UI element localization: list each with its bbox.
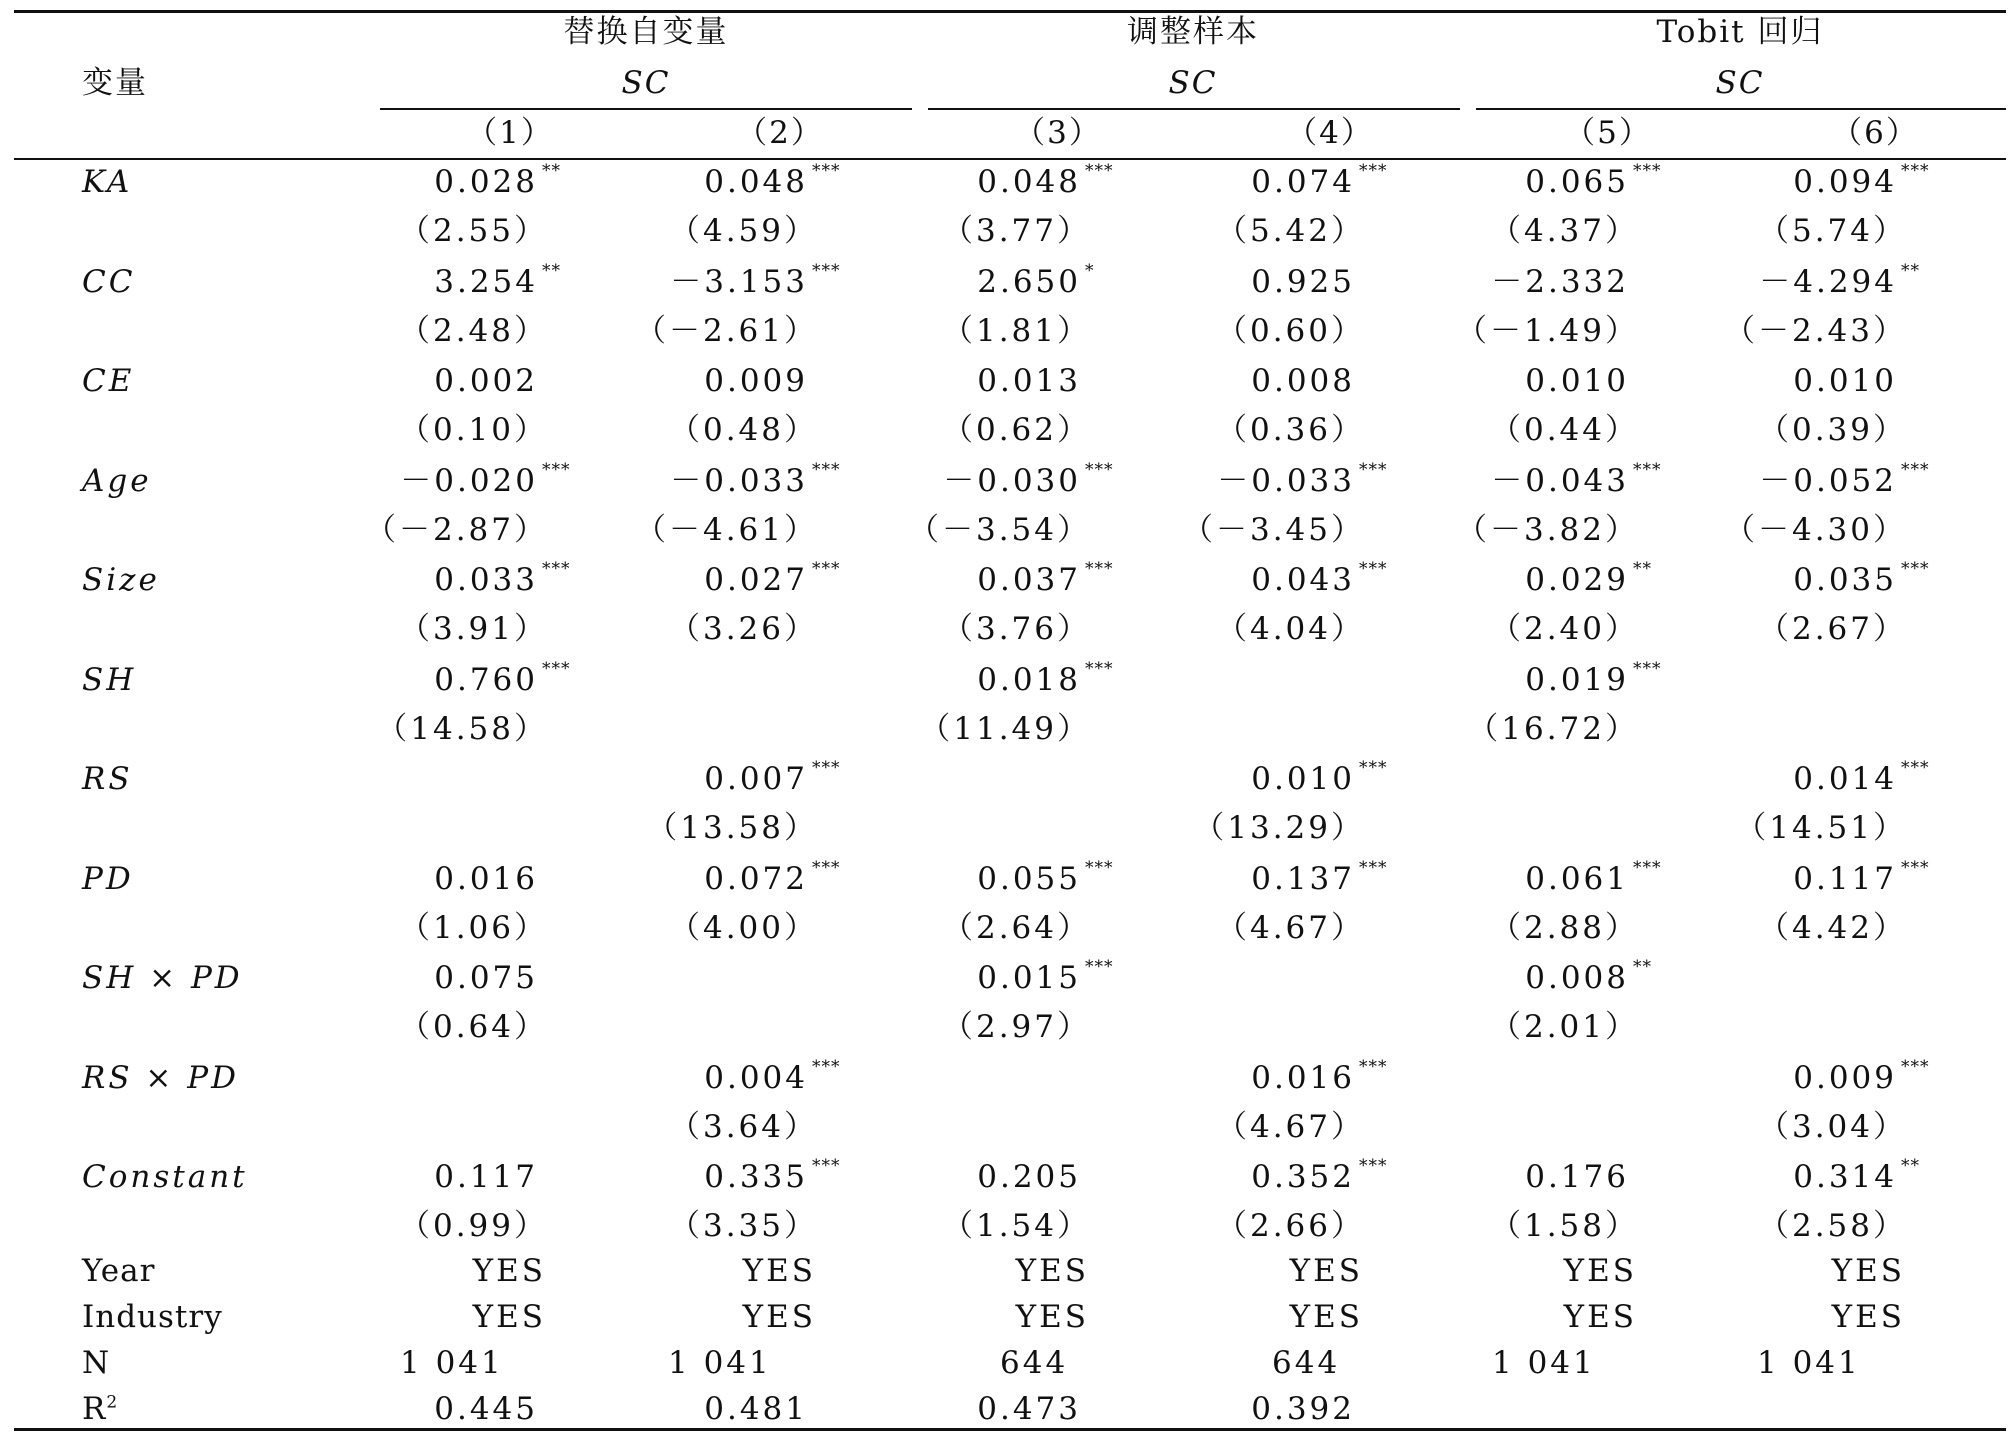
significance-stars: *** <box>1633 658 1662 679</box>
dependent-variable-label: SC <box>621 65 671 101</box>
group-title: 调整样本 <box>1127 14 1259 50</box>
variable-column-label: 变量 <box>82 65 148 101</box>
coefficient: 0.048 <box>704 164 808 200</box>
significance-stars: ** <box>542 260 561 281</box>
significance-stars: *** <box>1085 957 1114 977</box>
dependent-variable-label: SC <box>1715 65 1765 101</box>
t-statistic: （－4.61） <box>634 511 818 548</box>
group-rule-2 <box>928 108 1460 110</box>
coefficient: 0.027 <box>704 562 808 598</box>
t-statistic: （2.66） <box>1215 1208 1365 1244</box>
coefficient: 0.760 <box>434 661 538 698</box>
coefficient: 0.010 <box>1251 761 1355 797</box>
column-number: （4） <box>1286 115 1374 151</box>
t-statistic: （5.42） <box>1215 213 1365 249</box>
significance-stars: *** <box>1085 459 1114 480</box>
footer-value: YES <box>1289 1299 1363 1335</box>
column-number: （5） <box>1564 115 1652 151</box>
significance-stars: *** <box>1359 559 1388 579</box>
t-statistic: （3.35） <box>668 1208 818 1244</box>
top-rule <box>14 10 2006 13</box>
footer-value: YES <box>472 1253 546 1289</box>
group-rule-1 <box>380 108 912 110</box>
significance-stars: *** <box>812 559 841 579</box>
coefficient: －3.153 <box>670 263 808 300</box>
t-statistic: （1.06） <box>398 909 548 946</box>
coefficient: －2.332 <box>1491 263 1629 300</box>
t-statistic: （13.29） <box>1193 810 1365 846</box>
footer-value: 1 041 <box>1757 1345 1861 1381</box>
significance-stars: *** <box>812 1156 841 1176</box>
coefficient: －0.043 <box>1491 462 1629 499</box>
coefficient: －0.033 <box>670 462 808 499</box>
significance-stars: *** <box>1901 161 1930 181</box>
t-statistic: （4.04） <box>1215 611 1365 647</box>
variable-name: Constant <box>82 1159 248 1195</box>
control-label: N <box>82 1345 111 1381</box>
variable-name: SH <box>82 661 137 698</box>
variable-name: Size <box>82 562 160 598</box>
t-statistic: （－3.82） <box>1455 511 1639 548</box>
group-title: Tobit 回归 <box>1656 14 1824 50</box>
coefficient: 0.205 <box>977 1159 1081 1195</box>
t-statistic: （2.67） <box>1757 611 1907 647</box>
t-statistic: （3.76） <box>941 611 1091 647</box>
t-statistic: （－3.54） <box>907 511 1091 548</box>
coefficient: 0.018 <box>977 661 1081 698</box>
coefficient: 0.055 <box>977 860 1081 897</box>
footer-value: YES <box>1015 1299 1089 1335</box>
t-statistic: （5.74） <box>1757 213 1907 249</box>
significance-stars: *** <box>812 459 841 480</box>
coefficient: 0.335 <box>704 1159 808 1195</box>
significance-stars: *** <box>1085 559 1114 579</box>
t-statistic: （11.49） <box>919 710 1091 747</box>
footer-value: 644 <box>1272 1345 1341 1381</box>
coefficient: －0.020 <box>400 462 538 499</box>
group-rule-3 <box>1476 108 2006 110</box>
significance-stars: *** <box>1901 559 1930 579</box>
coefficient: 0.009 <box>704 363 808 399</box>
coefficient: 0.014 <box>1793 761 1897 797</box>
coefficient: 0.013 <box>977 363 1081 399</box>
coefficient: 0.925 <box>1251 263 1355 300</box>
t-statistic: （1.81） <box>941 312 1091 349</box>
t-statistic: （14.51） <box>1735 810 1907 846</box>
control-label: $R^2$ <box>82 1391 119 1427</box>
significance-stars: *** <box>1085 857 1114 878</box>
footer-value: 0.473 <box>977 1391 1081 1427</box>
coefficient: 0.016 <box>434 860 538 897</box>
t-statistic: （2.40） <box>1489 611 1639 647</box>
coefficient: 0.004 <box>704 1059 808 1096</box>
coefficient: 3.254 <box>434 263 538 300</box>
significance-stars: *** <box>1359 1156 1388 1176</box>
footer-value: 1 041 <box>1492 1345 1596 1381</box>
coefficient: 0.137 <box>1251 860 1355 897</box>
footer-value: 0.445 <box>434 1391 538 1427</box>
variable-name: Age <box>82 462 152 499</box>
coefficient: 0.035 <box>1793 562 1897 598</box>
coefficient: 0.002 <box>434 363 538 399</box>
significance-stars: ** <box>1901 260 1920 281</box>
coefficient: 0.352 <box>1251 1159 1355 1195</box>
column-number: （6） <box>1831 115 1919 151</box>
footer-value: YES <box>1563 1299 1637 1335</box>
coefficient: 0.009 <box>1793 1059 1897 1096</box>
coefficient: 0.008 <box>1525 960 1629 996</box>
coefficient: 0.117 <box>1793 860 1897 897</box>
control-label: Industry <box>82 1299 223 1335</box>
coefficient: 0.010 <box>1525 363 1629 399</box>
significance-stars: *** <box>1359 857 1388 878</box>
significance-stars: *** <box>1085 161 1114 181</box>
coefficient: 0.008 <box>1251 363 1355 399</box>
significance-stars: ** <box>1633 957 1652 977</box>
significance-stars: *** <box>1359 161 1388 181</box>
significance-stars: *** <box>542 559 571 579</box>
coefficient: 0.028 <box>434 164 538 200</box>
t-statistic: （－2.43） <box>1723 312 1907 349</box>
footer-value: 1 041 <box>668 1345 772 1381</box>
t-statistic: （16.72） <box>1467 710 1639 747</box>
t-statistic: （2.58） <box>1757 1208 1907 1244</box>
coefficient: －4.294 <box>1759 263 1897 300</box>
footer-value: YES <box>1015 1253 1089 1289</box>
t-statistic: （－3.45） <box>1181 511 1365 548</box>
t-statistic: （3.26） <box>668 611 818 647</box>
t-statistic: （－2.61） <box>634 312 818 349</box>
coefficient: 0.043 <box>1251 562 1355 598</box>
footer-value: YES <box>472 1299 546 1335</box>
footer-value: YES <box>1831 1253 1905 1289</box>
t-statistic: （4.59） <box>668 213 818 249</box>
significance-stars: * <box>1085 260 1095 281</box>
t-statistic: （－2.87） <box>364 511 548 548</box>
t-statistic: （0.62） <box>941 412 1091 448</box>
coefficient: 0.048 <box>977 164 1081 200</box>
variable-name: PD <box>82 860 134 897</box>
t-statistic: （3.64） <box>668 1108 818 1145</box>
coefficient: 0.015 <box>977 960 1081 996</box>
coefficient: 0.065 <box>1525 164 1629 200</box>
coefficient: 0.314 <box>1793 1159 1897 1195</box>
significance-stars: ** <box>542 161 561 181</box>
t-statistic: （2.88） <box>1489 909 1639 946</box>
significance-stars: *** <box>812 161 841 181</box>
significance-stars: *** <box>1359 758 1388 778</box>
column-number: （2） <box>736 115 824 151</box>
significance-stars: *** <box>1085 658 1114 679</box>
coefficient: 0.176 <box>1525 1159 1629 1195</box>
footer-value: YES <box>1563 1253 1637 1289</box>
t-statistic: （3.91） <box>398 611 548 647</box>
significance-stars: *** <box>812 260 841 281</box>
significance-stars: *** <box>542 658 571 679</box>
header-rule <box>14 158 2006 160</box>
t-statistic: （4.42） <box>1757 909 1907 946</box>
coefficient: 0.072 <box>704 860 808 897</box>
coefficient: 0.074 <box>1251 164 1355 200</box>
significance-stars: *** <box>1359 459 1388 480</box>
footer-value: 0.481 <box>704 1391 808 1427</box>
t-statistic: （4.00） <box>668 909 818 946</box>
variable-name: KA <box>82 164 133 200</box>
dependent-variable-label: SC <box>1168 65 1218 101</box>
t-statistic: （13.58） <box>646 810 818 846</box>
significance-stars: *** <box>812 1056 841 1077</box>
significance-stars: *** <box>1901 758 1930 778</box>
t-statistic: （0.39） <box>1757 412 1907 448</box>
coefficient: 0.037 <box>977 562 1081 598</box>
significance-stars: *** <box>1633 161 1662 181</box>
t-statistic: （1.58） <box>1489 1208 1639 1244</box>
significance-stars: *** <box>1633 857 1662 878</box>
superscript: 2 <box>106 1392 119 1413</box>
t-statistic: （4.37） <box>1489 213 1639 249</box>
t-statistic: （－1.49） <box>1455 312 1639 349</box>
significance-stars: *** <box>1901 857 1930 878</box>
t-statistic: （0.48） <box>668 412 818 448</box>
significance-stars: *** <box>812 857 841 878</box>
footer-value: 1 041 <box>400 1345 504 1381</box>
coefficient: 0.094 <box>1793 164 1897 200</box>
coefficient: 0.117 <box>434 1159 538 1195</box>
coefficient: －0.030 <box>943 462 1081 499</box>
bottom-rule <box>14 1428 2006 1431</box>
coefficient: 0.029 <box>1525 562 1629 598</box>
significance-stars: *** <box>1901 459 1930 480</box>
t-statistic: （2.97） <box>941 1009 1091 1045</box>
significance-stars: *** <box>812 758 841 778</box>
t-statistic: （0.36） <box>1215 412 1365 448</box>
t-statistic: （4.67） <box>1215 909 1365 946</box>
control-label: Year <box>82 1253 156 1289</box>
column-number: （3） <box>1014 115 1102 151</box>
coefficient: 0.061 <box>1525 860 1629 897</box>
significance-stars: *** <box>542 459 571 480</box>
variable-name: RS × PD <box>82 1059 239 1096</box>
significance-stars: *** <box>1359 1056 1388 1077</box>
footer-value: YES <box>1831 1299 1905 1335</box>
coefficient: 0.033 <box>434 562 538 598</box>
significance-stars: *** <box>1901 1056 1930 1077</box>
significance-stars: ** <box>1633 559 1652 579</box>
footer-value: 0.392 <box>1251 1391 1355 1427</box>
variable-name: SH × PD <box>82 960 243 996</box>
footer-value: 644 <box>1000 1345 1069 1381</box>
t-statistic: （2.55） <box>398 213 548 249</box>
group-title: 替换自变量 <box>563 14 729 50</box>
t-statistic: （4.67） <box>1215 1108 1365 1145</box>
footer-value: YES <box>742 1253 816 1289</box>
column-number: （1） <box>466 115 554 151</box>
coefficient: －0.052 <box>1759 462 1897 499</box>
t-statistic: （2.48） <box>398 312 548 349</box>
coefficient: 0.019 <box>1525 661 1629 698</box>
t-statistic: （2.01） <box>1489 1009 1639 1045</box>
coefficient: －0.033 <box>1217 462 1355 499</box>
variable-name: CC <box>82 263 136 300</box>
t-statistic: （0.44） <box>1489 412 1639 448</box>
footer-value: YES <box>1289 1253 1363 1289</box>
t-statistic: （3.77） <box>941 213 1091 249</box>
t-statistic: （0.64） <box>398 1009 548 1045</box>
significance-stars: *** <box>1633 459 1662 480</box>
variable-name: RS <box>82 761 133 797</box>
variable-name: CE <box>82 363 135 399</box>
coefficient: 0.010 <box>1793 363 1897 399</box>
footer-value: YES <box>742 1299 816 1335</box>
coefficient: 0.075 <box>434 960 538 996</box>
t-statistic: （1.54） <box>941 1208 1091 1244</box>
significance-stars: ** <box>1901 1156 1920 1176</box>
t-statistic: （14.58） <box>376 710 548 747</box>
t-statistic: （0.99） <box>398 1208 548 1244</box>
t-statistic: （0.10） <box>398 412 548 448</box>
t-statistic: （－4.30） <box>1723 511 1907 548</box>
t-statistic: （0.60） <box>1215 312 1365 349</box>
t-statistic: （3.04） <box>1757 1108 1907 1145</box>
coefficient: 0.016 <box>1251 1059 1355 1096</box>
t-statistic: （2.64） <box>941 909 1091 946</box>
coefficient: 0.007 <box>704 761 808 797</box>
coefficient: 2.650 <box>977 263 1081 300</box>
